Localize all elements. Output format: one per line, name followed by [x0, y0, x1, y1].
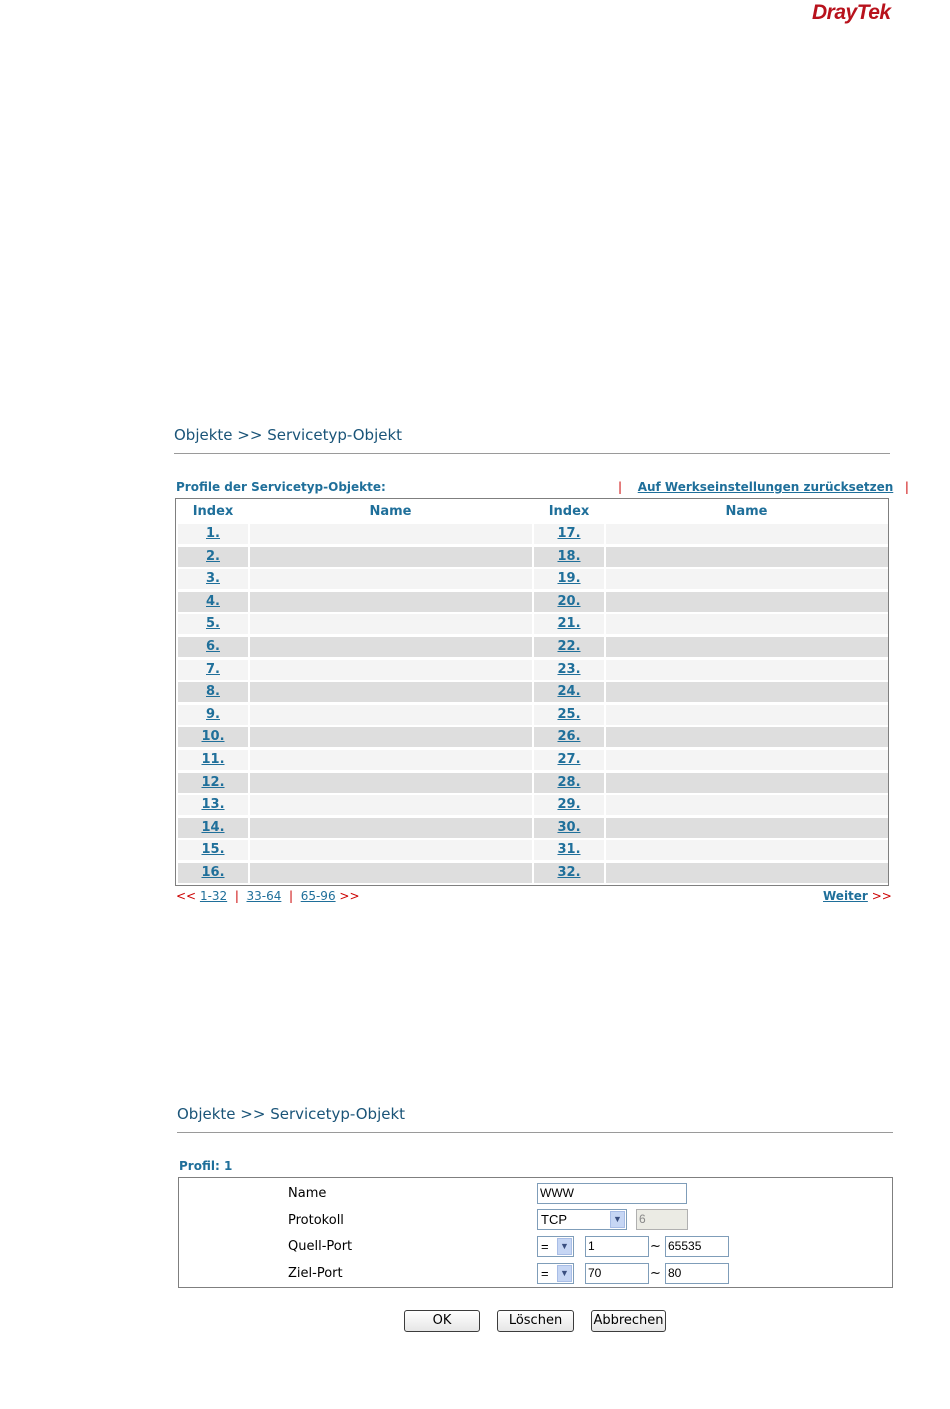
profile-index-link[interactable] [534, 569, 604, 589]
profile-name-cell [250, 727, 532, 747]
source-operator-select[interactable] [537, 1236, 574, 1257]
cancel-button[interactable]: Abbrechen [591, 1310, 666, 1332]
profile-index-text[interactable]: 4. [206, 593, 220, 609]
profile-name-cell [250, 863, 532, 883]
index-column-header: Index [548, 504, 590, 519]
profile-index-link[interactable] [534, 592, 604, 612]
profile-name-cell [606, 660, 888, 680]
profile-name-cell [250, 840, 532, 860]
range-tilde: ~ [650, 1266, 661, 1281]
reset-to-defaults-link[interactable]: Auf Werkseinstellungen zurücksetzen [637, 480, 894, 494]
profile-index-text[interactable]: 11. [201, 752, 225, 767]
ok-button[interactable]: OK [404, 1310, 480, 1332]
name-input[interactable]: WWW [537, 1183, 687, 1204]
profile-index-link[interactable] [178, 682, 248, 702]
profile-index-text[interactable]: 32. [557, 865, 581, 880]
profile-index-text[interactable]: 13. [201, 797, 225, 813]
profile-index-text[interactable]: 6. [206, 639, 220, 654]
chevron-down-icon: ▼ [557, 1238, 572, 1255]
profile-index-text[interactable]: 26. [557, 729, 581, 745]
profile-index-link[interactable] [534, 682, 604, 702]
profile-index-text[interactable]: 18. [557, 548, 581, 564]
source-operator-value: = [541, 1239, 549, 1254]
profile-index-link[interactable] [178, 773, 248, 793]
profile-index-link[interactable] [178, 614, 248, 634]
profile-name-cell [250, 614, 532, 634]
profile-form [178, 1177, 893, 1288]
source-port-end-input[interactable]: 65535 [665, 1236, 729, 1257]
profiles-heading: Profile der Servicetyp-Objekte: [176, 480, 386, 494]
profile-name-cell [250, 705, 532, 725]
service-type-table [175, 498, 889, 886]
profile-index-text[interactable]: 2. [206, 548, 220, 564]
profile-name-cell [606, 524, 888, 544]
profile-index-text[interactable]: 16. [201, 865, 225, 880]
profile-index-text[interactable]: 5. [206, 616, 220, 632]
profile-index-text[interactable]: 3. [206, 571, 220, 587]
profile-name-cell [606, 569, 888, 589]
profile-index-link[interactable] [534, 524, 604, 544]
profile-name-cell [250, 637, 532, 657]
profile-name-cell [250, 547, 532, 567]
profile-index-link[interactable] [534, 818, 604, 838]
protocol-select[interactable] [537, 1209, 627, 1230]
profile-index-text[interactable]: 23. [557, 661, 581, 677]
profile-name-cell [250, 750, 532, 770]
list-page-title: Objekte >> Servicetyp-Objekt [174, 426, 403, 444]
profile-index-link[interactable] [178, 863, 248, 883]
profile-index-text[interactable]: 21. [557, 616, 581, 632]
profile-name-cell [250, 818, 532, 838]
profile-name-cell [250, 592, 532, 612]
page-range-link[interactable]: 1-32 [199, 889, 228, 903]
profile-index-link[interactable] [534, 637, 604, 657]
weiter-arrow[interactable]: >> [871, 889, 892, 903]
range-tilde: ~ [650, 1239, 661, 1254]
profile-index-link[interactable] [178, 637, 248, 657]
profile-index-link[interactable] [178, 840, 248, 860]
profile-index-text[interactable]: 12. [201, 774, 225, 790]
profile-index-text[interactable]: 27. [557, 752, 581, 767]
profile-name-cell [250, 773, 532, 793]
profile-index-link[interactable] [534, 727, 604, 747]
profile-name-cell [606, 818, 888, 838]
profile-name-cell [250, 569, 532, 589]
profile-index-link[interactable] [534, 705, 604, 725]
profile-index-text[interactable]: 24. [557, 684, 581, 700]
destination-operator-value: = [541, 1266, 549, 1281]
profile-index-link[interactable] [178, 727, 248, 747]
profile-index-text[interactable]: 1. [206, 526, 220, 541]
separator: | [618, 480, 623, 494]
destination-operator-select[interactable] [537, 1263, 574, 1284]
profile-index-text[interactable]: 29. [557, 797, 581, 813]
profile-name-cell [606, 682, 888, 702]
name-column-header: Name [725, 504, 768, 519]
profile-index-link[interactable] [178, 705, 248, 725]
source-port-label: Quell-Port [288, 1239, 353, 1254]
page-range-link[interactable]: 65-96 [300, 889, 336, 903]
profile-name-cell [606, 773, 888, 793]
edit-title-divider [177, 1132, 893, 1133]
page-range-link[interactable]: 33-64 [246, 889, 282, 903]
profile-index-link[interactable] [178, 660, 248, 680]
profile-name-cell [250, 682, 532, 702]
name-label: Name [288, 1186, 327, 1201]
profile-index-text[interactable]: 10. [201, 729, 225, 745]
profile-index-text[interactable]: 22. [557, 639, 581, 654]
protocol-label: Protokoll [288, 1213, 344, 1228]
profile-index-text[interactable]: 14. [201, 819, 225, 835]
destination-port-end-input[interactable]: 80 [665, 1263, 729, 1284]
delete-button[interactable]: Löschen [497, 1310, 574, 1332]
profile-name-cell [250, 524, 532, 544]
profile-index-link[interactable] [178, 795, 248, 815]
profile-index-text[interactable]: 31. [557, 842, 581, 858]
profile-index-text[interactable]: 25. [557, 706, 581, 722]
profile-index-link[interactable] [534, 547, 604, 567]
draytek-logo: DrayTek [812, 1, 891, 24]
profile-index-link[interactable] [534, 795, 604, 815]
index-column-header: Index [192, 504, 234, 519]
separator: | [904, 480, 909, 494]
source-port-start-input[interactable]: 1 [585, 1236, 649, 1257]
profile-index-link[interactable] [534, 863, 604, 883]
destination-port-label: Ziel-Port [288, 1266, 343, 1281]
profile-index-link[interactable] [178, 569, 248, 589]
edit-page-title: Objekte >> Servicetyp-Objekt [177, 1105, 406, 1123]
profile-name-cell [606, 547, 888, 567]
chevron-down-icon: ▼ [610, 1211, 625, 1228]
profile-index-link[interactable] [178, 547, 248, 567]
profile-index-text[interactable]: 15. [201, 842, 225, 858]
pager-next[interactable]: >> [339, 889, 360, 903]
profile-index-text[interactable]: 28. [557, 774, 581, 790]
profile-index-text[interactable]: 9. [206, 706, 220, 722]
protocol-number-input: 6 [636, 1209, 688, 1230]
list-title-divider [174, 453, 890, 454]
destination-port-start-input[interactable]: 70 [585, 1263, 649, 1284]
profile-index-link[interactable] [178, 524, 248, 544]
profile-index-link[interactable] [178, 592, 248, 612]
chevron-down-icon: ▼ [557, 1265, 572, 1282]
profile-name-cell [606, 637, 888, 657]
profile-index-link[interactable] [534, 773, 604, 793]
profile-name-cell [250, 660, 532, 680]
profile-name-cell [606, 863, 888, 883]
profile-name-cell [606, 727, 888, 747]
profile-name-cell [606, 592, 888, 612]
profile-index-text[interactable]: 8. [206, 684, 220, 700]
profile-index-text[interactable]: 30. [557, 819, 581, 835]
name-column-header: Name [369, 504, 412, 519]
profile-index-text[interactable]: 17. [557, 526, 581, 541]
profile-label: Profil: 1 [179, 1159, 233, 1173]
pager-weiter [823, 889, 892, 903]
profile-index-text[interactable]: 19. [557, 571, 581, 587]
profile-index-link[interactable] [178, 818, 248, 838]
profile-index-text[interactable]: 20. [557, 593, 581, 609]
profile-name-cell [606, 795, 888, 815]
profile-index-text[interactable]: 7. [206, 661, 220, 677]
protocol-value: TCP [541, 1212, 567, 1227]
profile-index-link[interactable] [534, 614, 604, 634]
weiter-link[interactable]: Weiter [823, 889, 868, 903]
profile-index-link[interactable] [534, 750, 604, 770]
profile-index-link[interactable] [534, 660, 604, 680]
profile-index-link[interactable] [534, 840, 604, 860]
pager-prev[interactable]: << [176, 889, 197, 903]
profile-index-link[interactable] [178, 750, 248, 770]
profile-name-cell [606, 614, 888, 634]
profile-name-cell [606, 750, 888, 770]
reset-area [618, 480, 909, 494]
profile-name-cell [250, 795, 532, 815]
profile-name-cell [606, 840, 888, 860]
pager: << 1-32 | 33-64 | 65-96 >> [176, 889, 360, 903]
profile-name-cell [606, 705, 888, 725]
